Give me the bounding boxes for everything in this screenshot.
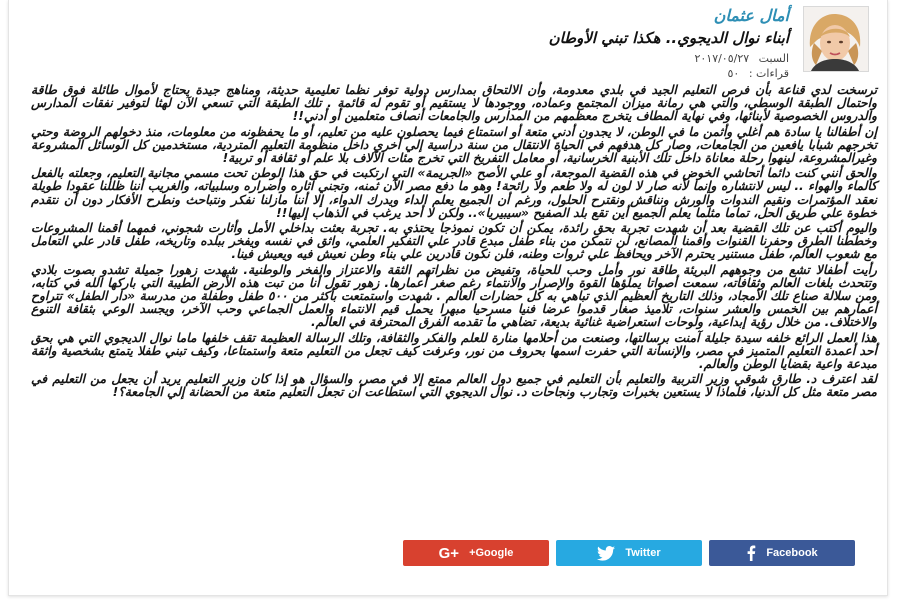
article-paragraph: إن أطفالنا يا سادة هم أغلي وأثمن ما في الوطن، لا يجدون أدني متعة أو استمتاع فيما يحصلون عليه من تعليم، أو ما يحفظونه من معلومات، منذ دخولهم الروضة وحتي تخرجهم شبابا يافعين من الجامعات، وصار كل هدفهم في الحياة الانتقال من سنة دراسية إلي أخري داخل منظومة التعليم المتردية، مستخدمين كل الوسائل المشروعة وغيرالمشروعة، لينهوا رحلة معاناة داخل تلك الأبنية الخرسانية، أو معامل التفريخ التي تخرج مئات الآلاف بلا علم أو ثقافة أو تربية! [31, 124, 877, 166]
views-row [549, 66, 789, 81]
twitter-label: Twitter [625, 547, 661, 559]
facebook-icon [746, 545, 756, 561]
article-page [8, 0, 888, 596]
publish-day: السبت [758, 52, 789, 65]
publish-date: ٢٠١٧/٠٥/٢٧ [694, 52, 750, 65]
twitter-share-button[interactable] [556, 540, 702, 566]
article-paragraph: ترسخت لدي قناعة بأن فرص التعليم الجيد في بلدي معدومة، وأن الالتحاق بمدارس دولية توفر نظما تعليمية حديثة، ومناهج جيدة يحتاج لأموال طائلة فوق طاقة واحتمال الطبقة الوسطي، والتي هي رمانة ميزان المجتمع وعماده، ووجودها لا يستقيم أو تقوم له قائمة . تلك الطبقة التي تسعي الآن لهثا لتوفير نفقات المدارس والدروس الخصوصية لأبنائها، وفي نهاية المطاف يتخرج معظمهم من المدارس والجامعات أنصاف متعلمين أو أدني!! [31, 83, 877, 124]
article-body [31, 84, 877, 402]
author-name[interactable]: أمال عثمان [713, 6, 789, 25]
author-avatar[interactable] [803, 6, 869, 72]
facebook-label: Facebook [766, 547, 818, 559]
twitter-icon [597, 546, 615, 561]
views-count: ٥٠ [727, 67, 740, 80]
article-paragraph: هذا العمل الرائع خلفه سيدة جليلة آمنت برسالتها، وصنعت من أحلامها منارة للعلم والفكر والثقافة، وتلك الرسالة العظيمة تقف خلفها ماما نوال الديجوي التي هي بحق أحد أعمدة التعليم المتميز في مصر، والإنسانة التي حفرت اسمها بحروف من نور، وعرفت كيف تجعل من التعليم متعة واستمتاعا، وكيف تبني طفلا يتمتع بشخصية واثقة مبدعة واعية بقضايا الوطن والعالم. [31, 330, 877, 372]
google-share-button[interactable] [403, 540, 549, 566]
publish-date-row [549, 51, 789, 66]
google-label: +Google [469, 547, 514, 559]
article-header [269, 6, 869, 80]
article-title: أبناء نوال الديجوي.. هكذا تبني الأوطان [548, 29, 789, 47]
facebook-share-button[interactable] [709, 540, 855, 566]
google-plus-icon: G+ [438, 544, 460, 562]
article-paragraph: والحق أنني كنت دائما أتحاشي الخوض في هذه القضية الموجعة، أو علي الأصح «الجريمة» التي ارتكبت في حق هذا الوطن تحت مسمي مجانية التعليم، وجعلته بالفعل كالماء والهواء .. ليس لانتشاره وإنما لأنه صار لا لون له ولا طعم ولا رائحة! وهو ما دفع مصر الآن ثمنه، وتجني آثاره وأضراره وسلبياته، والغريب أننا ظللنا عقودا طويلة نعقد المؤتمرات ونقيم الندوات والورش ونناقش ونقترح الحلول، ورغم أن الجميع يعلم الداء ويدرك الدواء، إلا أننا مازلنا نفكر ونتباحث ونطرح الأفكار دون أن نتقدم خطوة علي طريق الحل، تماما مثلما يعلم الجميع أين تقع بلد الصفيح «سيبيريا».. ولكن لا أحد يرغب في الذهاب إليها!! [31, 166, 877, 220]
share-bar [395, 540, 855, 566]
views-label: قراءات : [748, 67, 789, 80]
author-photo-icon [803, 7, 868, 72]
article-paragraph: رأيت أطفالا تشع من وجوههم البريئة طاقة نور وأمل وحب للحياة، وتفيض من نظراتهم الثقة والاعتزاز والفخر والوطنية. شهدت زهورا جميلة تشدو بصوت بلادي وتتحدث بلغات العالم وثقافاته، سمعت أصواتا يملؤها القوة والإصرار والانتماء رغم صغر أعمارها. زهور تقول أنا من تبت هذه الأرض الطيبة التي باركها الله في كتابه، ومن سلالة صناع تلك الأمجاد، وذلك التاريخ العظيم الذي تباهي به كل حضارات العالم . شهدت واستمتعت بأكثر من ٥٠٠ طفل وطفلة من مدرسة «دار الطفل» تتراوح أعمارهم بين الخمس والعشر سنوات، تلاميذ صغار قدموا عرضا فنيا مسرحيا مبهرا يحمل قيم الانتماء والعمل الجماعي وحب الآخر، ويجسد الوعي بثقافة التنوع والاختلاف. من خلال رؤية إبداعية، ولوحات استعراضية غنائية بديعة، تضاهي ما تقدمه الفرق المحترفة في العالم. [31, 262, 877, 330]
article-paragraph: لقد اعترف د. طارق شوقي وزير التربية والتعليم بأن التعليم في جميع دول العالم ممتع إلا في مصر، والسؤال هو إذا كان وزير التعليم يريد أن يجعل من التعليم في مصر متعة مثل كل الدنيا، فلماذا لا يستعين بخبرات وتجارب ونجاحات د. نوال الديجوي التي استطاعت أن تجعل التعليم متعة من الحضانة إلي الجامعة؟! [31, 372, 877, 400]
article-meta [549, 6, 789, 81]
article-paragraph: واليوم أكتب عن تلك القضية بعد أن شهدت تجربة بحق رائدة، يمكن أن تكون نموذجا يحتذي به. تجربة بعثت بداخلي الأمل وأثارت شجوني، فمهما أقمنا المشروعات وخططنا الطرق وحفرنا القنوات وأقمنا المصانع، لن نتمكن من بناء طفل مبدع قادر علي التفكير العلمي، واثق في نفسه ويفخر ببلده وتاريخه، طفل قادر علي التعامل مع شعوب العالم، طفل مستنير يحترم الآخر ويحافظ علي ثروات وطنه، فلن نكون قادرين علي بناء وطن نعيش فيه ويعيش فينا. [31, 221, 877, 262]
